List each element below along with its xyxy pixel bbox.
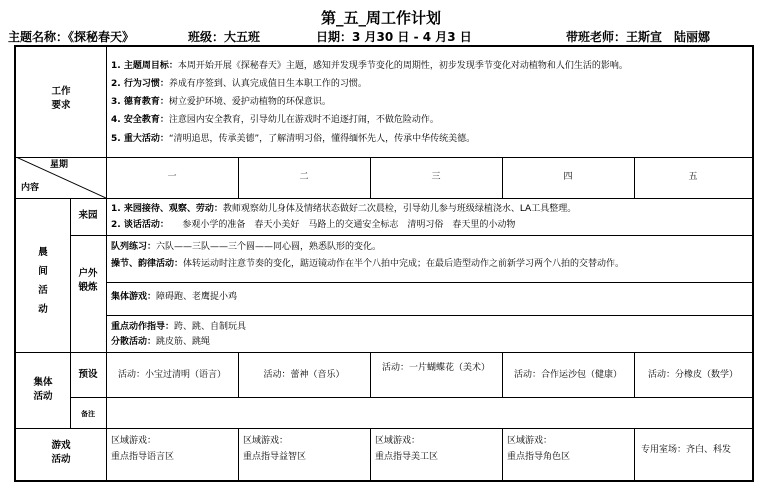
game-line2: 重点指导益智区 <box>243 452 307 462</box>
preset-thu: 活动：合作运沙包（健康） <box>513 370 622 380</box>
work-req-label-line2: 要求 <box>51 100 71 111</box>
focus-line-1 <box>111 321 246 333</box>
item-title: 2. 行为习惯： <box>111 79 169 89</box>
work-req-item-2 <box>111 78 367 90</box>
game-line2: 重点指导角色区 <box>507 452 571 462</box>
line-text: 跳皮筋、跳绳 <box>156 337 211 347</box>
day-fri: 五 <box>688 172 698 182</box>
note-label: 备注 <box>81 410 95 418</box>
line-text: 跨、跳、自制玩具 <box>174 322 247 332</box>
game-line1: 区域游戏： <box>111 436 157 446</box>
work-req-item-5 <box>111 133 475 145</box>
line-title: 重点动作指导： <box>111 322 175 332</box>
arrival-line-1 <box>111 203 576 215</box>
game-line1: 区域游戏： <box>375 436 421 446</box>
game-line1: 区域游戏： <box>507 436 553 446</box>
date-value: 3 月30 日 - 4 月3 日 <box>352 30 472 44</box>
outdoor-line-2 <box>111 258 624 270</box>
outdoor-line-1 <box>111 241 381 253</box>
game-cell-wed <box>375 435 438 463</box>
item-text: “清明追思，传承美德”，了解清明习俗，懂得缅怀先人，传承中华传统美德。 <box>168 134 476 144</box>
item-text: 树立爱护环境、爱护动植物的环保意识。 <box>168 97 331 107</box>
morning-label-char: 动 <box>38 304 48 315</box>
game-line1: 区域游戏： <box>243 436 289 446</box>
line-title: 分散活动： <box>111 337 157 347</box>
item-title: 5. 重大活动： <box>111 134 169 144</box>
teacher-value: 王斯宣 陆丽娜 <box>626 30 711 44</box>
focus-line-2 <box>111 336 210 348</box>
game-cell-thu <box>507 435 570 463</box>
line-text: 参观小学的准备 春天小美好 马路上的交通安全标志 清明习俗 春天里的小动物 <box>164 220 516 230</box>
theme-value: 《探秘春天》 <box>68 30 135 44</box>
preset-wed: 活动：一片蝴蝶花（美术） <box>381 363 490 373</box>
work-req-label-line1: 工作 <box>51 86 71 97</box>
group-game-line <box>111 291 237 303</box>
arrival-label: 来园 <box>78 210 98 221</box>
preset-fri: 活动：分橡皮（数学） <box>647 370 738 380</box>
outdoor-label <box>70 267 106 295</box>
game-cell-mon <box>111 435 174 463</box>
games-label-line1: 游戏 <box>51 440 71 451</box>
preset-tue: 活动：蕾神（音乐） <box>263 370 345 380</box>
game-cell-tue <box>243 435 306 463</box>
item-text: 注意园内安全教育，引导幼儿在游戏时不追逐打闹，不做危险动作。 <box>168 115 439 125</box>
theme-field <box>8 28 134 45</box>
preset-mon: 活动：小宝过清明（语言） <box>117 370 226 380</box>
item-text: 养成有序签到、认真完成值日生本职工作的习惯。 <box>168 79 367 89</box>
line-text: 六队——三队——三个圆——同心圆，熟悉队形的变化。 <box>156 242 382 252</box>
collective-label <box>16 376 70 404</box>
outdoor-label-line1: 户外 <box>78 268 98 279</box>
work-req-item-3 <box>111 96 331 108</box>
game-line2: 重点指导语言区 <box>111 452 175 462</box>
morning-label-char: 晨 <box>38 247 48 258</box>
line-text: 障碍跑、老鹰捉小鸡 <box>156 292 238 302</box>
line-text: 教师观察幼儿身体及情绪状态做好二次晨检，引导幼儿参与班级绿植浇水、LA工具整理。 <box>222 204 577 214</box>
day-tue: 二 <box>299 172 309 182</box>
line-text: 体转运动时注意节奏的变化，踮迈镜动作在半个八拍中完成；在最后造型动作之前新学习两个八拍的交替动作。 <box>183 259 625 269</box>
item-text: 本周开始开展《探秘春天》主题，感知并发现季节变化的周期性，初步发现季节变化对动植物和人们生活的影响。 <box>177 61 628 71</box>
day-mon: 一 <box>167 172 177 182</box>
games-label-line2: 活动 <box>51 454 71 465</box>
item-title: 3. 德育教育： <box>111 97 169 107</box>
item-title: 4. 安全教育： <box>111 115 169 125</box>
class-field <box>188 28 260 45</box>
corner-content-label: 内容 <box>21 183 40 193</box>
line-title: 集体游戏： <box>111 292 157 302</box>
line-title: 1. 来园接待、观察、劳动： <box>111 204 223 214</box>
line-title: 操节、韵律活动： <box>111 259 184 269</box>
collective-label-line2: 活动 <box>33 391 53 402</box>
item-title: 1. 主题周目标： <box>111 61 178 71</box>
corner-weekday-label: 星期 <box>50 160 69 170</box>
date-label: 日期： <box>316 30 353 44</box>
morning-label <box>16 243 70 319</box>
collective-label-line1: 集体 <box>33 377 53 388</box>
arrival-line-2 <box>111 219 515 231</box>
page-title: 第_五_周工作计划 <box>320 9 441 27</box>
morning-label-char: 活 <box>38 285 48 296</box>
work-req-label <box>16 85 106 113</box>
game-line1: 专用室场：齐白、科发 <box>641 445 732 455</box>
schedule-table <box>14 45 754 482</box>
teacher-label: 带班老师： <box>566 30 627 44</box>
morning-label-char: 间 <box>38 266 48 277</box>
games-label <box>16 439 106 467</box>
game-line2: 重点指导美工区 <box>375 452 439 462</box>
outdoor-label-line2: 锻炼 <box>78 282 98 293</box>
date-field <box>316 28 472 45</box>
work-req-item-4 <box>111 114 439 126</box>
day-wed: 三 <box>431 172 441 182</box>
class-value: 大五班 <box>224 30 261 44</box>
teacher-field <box>566 28 710 45</box>
day-thu: 四 <box>563 172 573 182</box>
work-req-item-1 <box>111 60 628 72</box>
line-title: 2. 谈话活动： <box>111 220 165 230</box>
class-label: 班级： <box>188 30 225 44</box>
line-title: 队列练习： <box>111 242 157 252</box>
game-cell-fri <box>641 444 731 456</box>
theme-label: 主题名称： <box>8 30 69 44</box>
preset-label: 预设 <box>78 369 98 380</box>
